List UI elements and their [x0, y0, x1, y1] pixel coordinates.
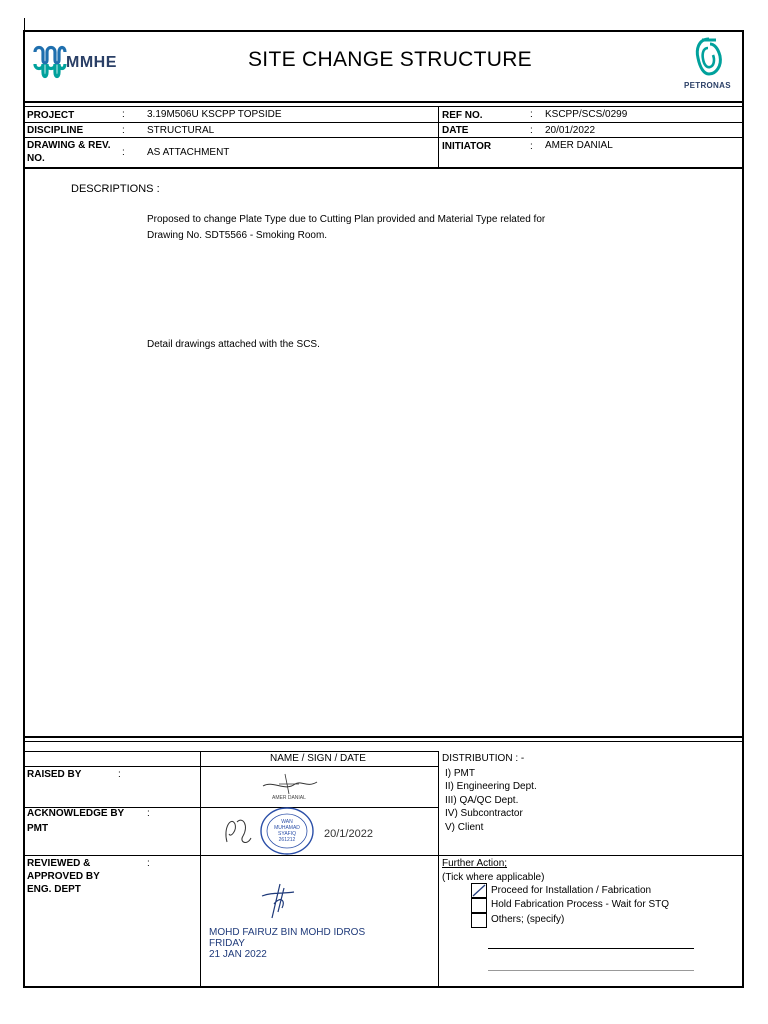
reviewed-label-line3: ENG. DEPT [27, 884, 81, 895]
approver-day: FRIDAY [209, 938, 245, 949]
distribution-item: I) PMT [445, 768, 475, 779]
discipline-value: STRUCTURAL [147, 125, 215, 136]
project-value: 3.19M506U KSCPP TOPSIDE [147, 109, 282, 120]
info-top-line [24, 106, 744, 107]
approval-header-bottom-line [24, 766, 438, 767]
stamp-line-4: 261212 [278, 837, 296, 843]
company-stamp [258, 806, 316, 856]
petronas-logo-icon [684, 36, 734, 78]
ack-date: 20/1/2022 [324, 828, 373, 840]
descriptions-heading: DESCRIPTIONS : [71, 183, 160, 195]
petronas-logo [684, 36, 734, 92]
project-label: PROJECT [27, 110, 75, 121]
reviewed-label-line2: APPROVED BY [27, 871, 100, 882]
description-line-3: Detail drawings attached with the SCS. [147, 339, 320, 350]
hold-checkbox[interactable] [471, 898, 487, 913]
proceed-option-label: Proceed for Installation / Fabrication [491, 885, 652, 896]
stamp-line-3: SYAFIQ [278, 831, 296, 837]
hold-option-label: Hold Fabrication Process - Wait for STQ [491, 899, 670, 910]
approval-header-left-line [24, 751, 438, 752]
approver-date: 21 JAN 2022 [209, 949, 267, 960]
distribution-heading: DISTRIBUTION : - [442, 753, 525, 764]
stamp-line-2: MUHAMAD [274, 825, 300, 831]
distribution-item: V) Client [445, 822, 484, 833]
others-checkbox[interactable] [471, 913, 487, 928]
date-label: DATE [442, 125, 469, 136]
initiator-label: INITIATOR [442, 141, 492, 152]
further-action-heading: Further Action; [442, 858, 508, 869]
header-bottom-border [24, 101, 744, 103]
date-value: 20/01/2022 [545, 125, 596, 136]
others-option-label: Others; (specify) [491, 914, 565, 925]
mmhe-logo-text: MMHE [66, 54, 117, 71]
distribution-item: IV) Subcontractor [445, 808, 523, 819]
drawing-colon: : [122, 147, 125, 158]
ack-initials [217, 812, 257, 852]
raised-by-label: RAISED BY [27, 769, 82, 780]
info-row2-line [24, 137, 744, 138]
page-right-border [742, 30, 744, 988]
header-top-border [24, 30, 744, 32]
others-specify-line-1[interactable] [488, 948, 694, 949]
reviewed-label-line1: REVIEWED & [27, 858, 91, 869]
discipline-label: DISCIPLINE [27, 125, 84, 136]
descriptions-bottom-line [24, 736, 744, 738]
acknowledge-colon: : [147, 808, 150, 819]
approval-top-line [24, 741, 744, 742]
initiator-colon: : [530, 141, 533, 152]
approver-name: MOHD FAIRUZ BIN MOHD IDROS [209, 927, 366, 938]
approver-signature [258, 882, 298, 922]
stamp-line-1: WAN [281, 819, 293, 825]
distribution-item: II) Engineering Dept. [445, 781, 537, 792]
info-middle-divider [438, 106, 439, 168]
name-sign-date-heading: NAME / SIGN / DATE [270, 753, 366, 764]
info-bottom-line [24, 167, 744, 169]
drawing-label-line2: NO. [27, 153, 45, 164]
acknowledge-label-line1: ACKNOWLEDGE BY [27, 808, 125, 819]
raised-by-sign-name: AMER DANIAL [272, 795, 306, 801]
further-action-subheading: (Tick where applicable) [442, 872, 545, 883]
ref-value: KSCPP/SCS/0299 [545, 109, 628, 120]
page-title: SITE CHANGE STRUCTURE [248, 48, 532, 71]
ack-initials-icon [217, 812, 257, 852]
drawing-value: AS ATTACHMENT [147, 147, 230, 158]
mmhe-logo [33, 44, 128, 80]
ref-label: REF NO. [442, 110, 483, 121]
ack-row-bottom-line [24, 855, 744, 856]
project-colon: : [122, 109, 125, 120]
reviewed-colon: : [147, 858, 150, 869]
others-specify-line-2[interactable] [488, 970, 694, 971]
page-corner-mark [24, 18, 25, 30]
description-line-1: Proposed to change Plate Type due to Cutting Plan provided and Material Type related for [147, 214, 546, 225]
drawing-label-line1: DRAWING & REV. [27, 140, 111, 151]
initiator-value: AMER DANIAL [545, 140, 613, 151]
distribution-item: III) QA/QC Dept. [445, 795, 519, 806]
discipline-colon: : [122, 125, 125, 136]
page-bottom-border [24, 986, 744, 988]
page-left-border [23, 30, 25, 988]
ref-colon: : [530, 109, 533, 120]
date-colon: : [530, 125, 533, 136]
approver-signature-icon [258, 882, 298, 922]
company-stamp-text [258, 819, 316, 843]
info-row1-line [24, 122, 744, 123]
raised-by-colon: : [118, 769, 121, 780]
petronas-logo-text: PETRONAS [684, 81, 731, 90]
description-line-2: Drawing No. SDT5566 - Smoking Room. [147, 230, 328, 241]
approval-col-divider-1 [200, 751, 201, 987]
proceed-checkbox[interactable] [471, 883, 487, 898]
acknowledge-label-line2: PMT [27, 823, 49, 834]
check-mark-icon [472, 884, 486, 897]
approval-col-divider-2 [438, 751, 439, 987]
